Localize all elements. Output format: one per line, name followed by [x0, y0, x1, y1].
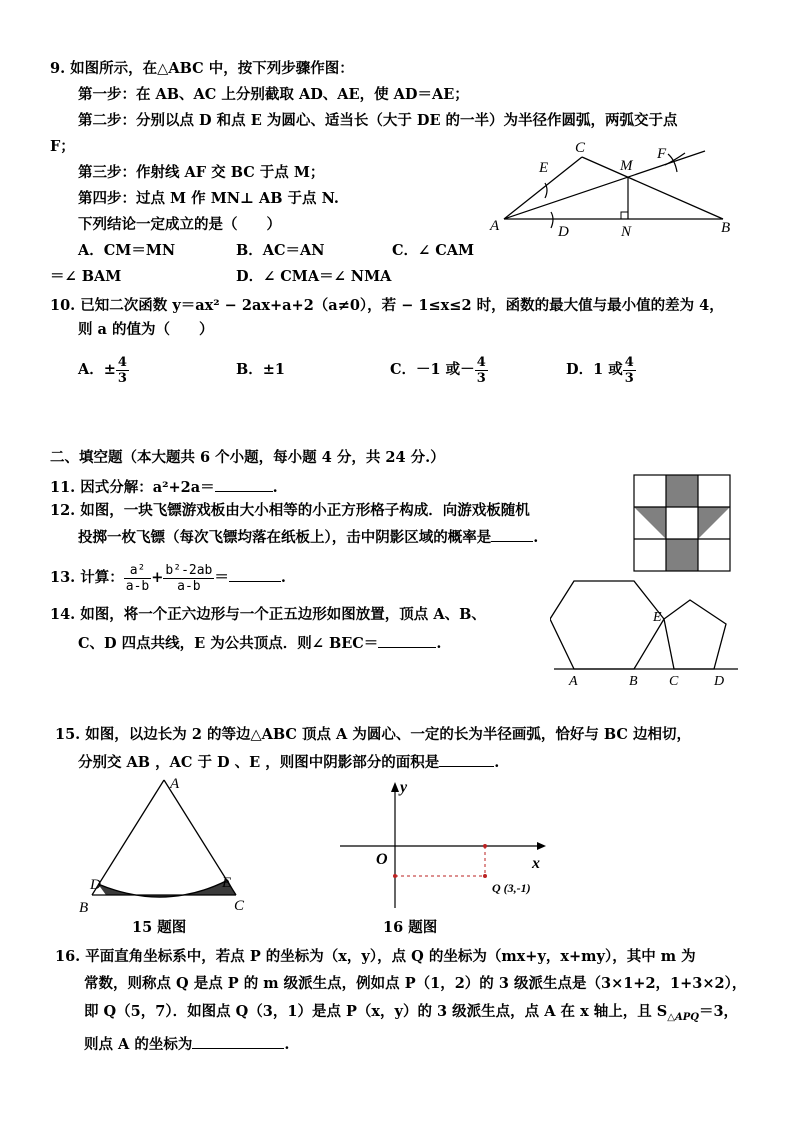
q14-stem: 14. 如图，将一个正六边形与一个正五边形如图放置，顶点 A、B、 [50, 606, 486, 623]
q9-option-c: C．∠ CAM [392, 242, 475, 259]
x-arrow [537, 842, 546, 850]
label-m: M [620, 158, 633, 174]
label-a: A [490, 218, 500, 234]
q16-coordinate-figure [336, 774, 550, 914]
q15-caption: 15 题图 [132, 919, 187, 936]
q16-caption: 16 题图 [383, 919, 438, 936]
q10-option-c: C．－1 或－ $\frac{4}{3}$ [390, 354, 486, 386]
label-e: E [653, 610, 662, 625]
label-x: x [532, 855, 540, 872]
label-c: C [234, 898, 245, 914]
q10-option-a: A．± $\frac{4}{3}$ [78, 354, 127, 386]
point-y [393, 874, 397, 878]
label-q: Q (3,-1) [492, 881, 531, 895]
q10-option-d: D．1 或 $\frac{4}{3}$ [566, 354, 634, 386]
shaded-triangle [634, 507, 666, 539]
label-c: C [575, 140, 586, 156]
q15-triangle-figure [78, 774, 258, 916]
q9-option-c-cont: ＝∠ BAM [50, 268, 122, 285]
q9-option-a: A．CM＝MN [78, 242, 176, 259]
q15-blank [439, 752, 494, 767]
label-e: E [539, 160, 549, 176]
q9-step4: 第四步：过点 M 作 MN⊥ AB 于点 N. [78, 190, 339, 207]
label-c: C [669, 674, 679, 689]
q16-stem: 16. 平面直角坐标系中，若点 P 的坐标为（x，y），点 Q 的坐标为（mx+y，x+my），其中 m 为 [55, 948, 696, 965]
q10-ask: 则 a 的值为（ ） [78, 321, 214, 338]
right-angle-mark [621, 212, 628, 219]
label-b: B [79, 900, 89, 916]
q9-option-b: B．AC＝AN [236, 242, 325, 259]
ray-af [504, 151, 705, 219]
q9-triangle-figure [485, 138, 745, 238]
hidden [634, 601, 724, 669]
q16-stem-3: 即 Q（5，7）．如图点 Q（3，1）是点 P（x，y）的 3 级派生点，点 A 在 x 轴上，且 $S_{\triangle APQ}=3$， [84, 1003, 739, 1023]
label-o: O [376, 851, 388, 868]
hexagon [550, 581, 664, 669]
q10-stem: 10. 已知二次函数 y＝ax² − 2ax+a+2（a≠0），若 − 1≤x≤2 时，函数的最大值与最小值的差为 4， [50, 297, 724, 314]
label-d: D [90, 877, 101, 893]
section-title: 二、填空题（本大题共 6 个小题，每小题 4 分，共 24 分.） [50, 449, 445, 466]
q12-stem: 12. 如图，一块飞镖游戏板由大小相等的小正方形格子构成．向游戏板随机 [50, 502, 530, 519]
q16-stem-2: 常数，则称点 Q 是点 P 的 m 级派生点，例如点 P（1，2）的 3 级派生点是（3×1+2，1+3×2）， [84, 975, 747, 992]
pentagon [664, 600, 726, 669]
q10-option-b: B．±1 [236, 361, 285, 378]
label-b: B [721, 220, 731, 236]
label-e: E [222, 875, 232, 891]
q11-blank [215, 477, 273, 492]
label-a: A [569, 674, 578, 689]
q9-step1: 第一步：在 AB、AC 上分别截取 AD、AE，使 AD＝AE； [78, 86, 469, 103]
q11-stem: 11. 因式分解：a²+2a＝ . [50, 479, 278, 496]
y-arrow [391, 782, 399, 792]
side-ab [92, 780, 164, 895]
q9-question: 下列结论一定成立的是（ ） [78, 216, 281, 233]
point-x [483, 844, 487, 848]
q15-stem: 15. 如图，以边长为 2 的等边△ABC 顶点 A 为圆心、一定的长为半径画弧，恰好与 BC 边相切， [55, 726, 691, 743]
q14-blank [378, 633, 436, 648]
label-n: N [621, 224, 632, 238]
q12-dartboard-figure [633, 474, 731, 572]
q15-stem-2: 分别交 AB ，AC 于 D 、E ，则图中阴影部分的面积是 . [78, 754, 500, 771]
q13-blank [229, 567, 281, 582]
q16-blank [192, 1034, 284, 1049]
label-d: D [714, 674, 725, 689]
label-b: B [629, 674, 638, 689]
q9-stem: 9. 如图所示，在△ABC 中，按下列步骤作图： [50, 60, 354, 77]
shaded-cell [666, 475, 698, 507]
label-a: A [170, 776, 180, 792]
q9-step2: 第二步：分别以点 D 和点 E 为圆心、适当长（大于 DE 的一半）为半径作圆弧，两弧交于点 [78, 112, 678, 129]
shaded-cell [666, 539, 698, 571]
q9-option-d: D．∠ CMA＝∠ NMA [236, 268, 392, 285]
label-y: y [400, 779, 408, 796]
white-cell [666, 507, 698, 539]
shaded-triangle [698, 507, 730, 539]
q9-step2-end: F； [50, 138, 75, 155]
label-d: D [558, 224, 569, 238]
side-cb [582, 157, 723, 219]
label-f: F [657, 146, 667, 162]
q14-polygons-figure [550, 575, 742, 690]
q9-step3: 第三步：作射线 AF 交 BC 于点 M； [78, 164, 325, 181]
q12-stem-2: 投掷一枚飞镖（每次飞镖均落在纸板上），击中阴影区域的概率是 . [78, 529, 539, 546]
q12-blank [491, 527, 533, 542]
arc-e [545, 183, 547, 198]
point-q [483, 874, 487, 878]
arc-d [551, 212, 553, 228]
q13-stem: 13. 计算： $\frac{\text{a²}}{a-b}$ + $\frac{\text{b²-2ab}}{a-b}$ ＝ . [50, 562, 286, 594]
q14-stem-2: C、D 四点共线，E 为公共顶点．则∠ BEC＝ . [78, 635, 442, 652]
q16-stem-4: 则点 A 的坐标为 . [84, 1036, 290, 1053]
